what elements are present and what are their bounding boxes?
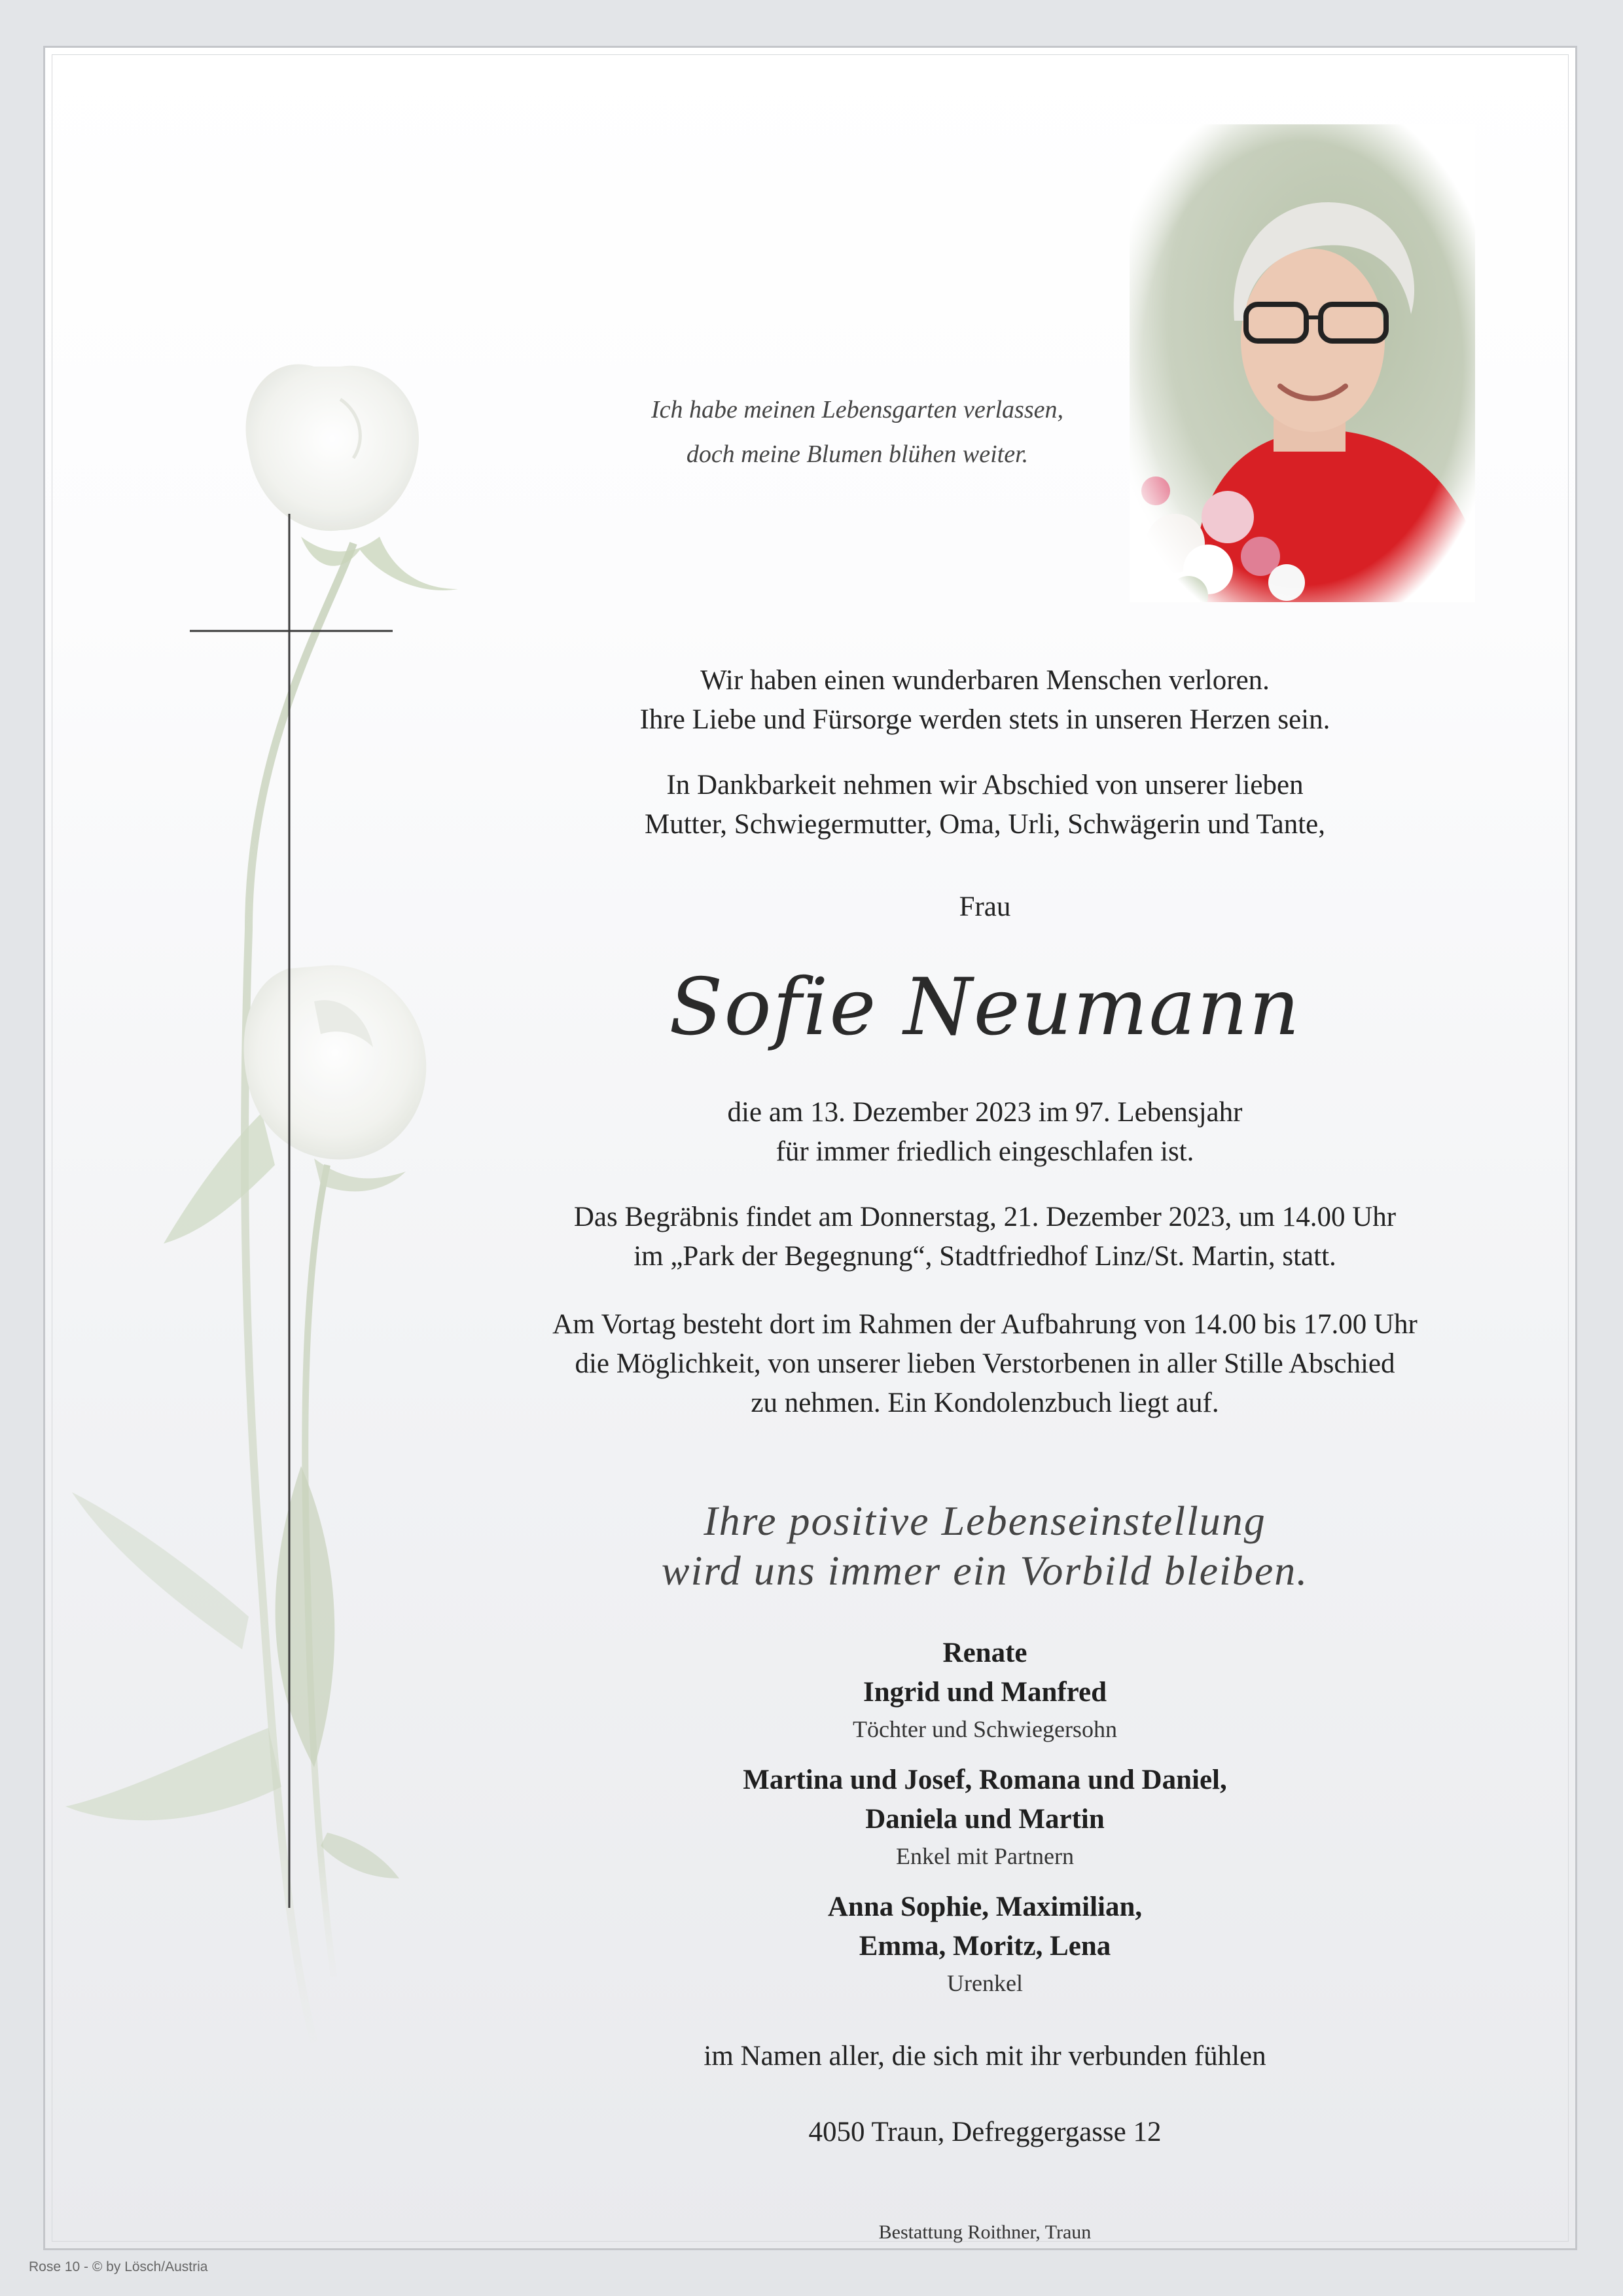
viewing-line: Am Vortag besteht dort im Rahmen der Aufbahrung von 14.00 bis 17.00 Uhr — [552, 1309, 1418, 1340]
intro-line: Ihre Liebe und Fürsorge werden stets in unseren Herzen sein. — [639, 704, 1330, 735]
mourners-group — [406, 1888, 1564, 2000]
rose-leaf — [65, 1728, 281, 1820]
rose-leaf — [72, 1492, 249, 1649]
portrait-photo — [1130, 124, 1475, 602]
funeral-info — [406, 1198, 1564, 1276]
opening-quote — [497, 387, 1217, 476]
intro-text — [406, 661, 1564, 740]
closing-quote — [406, 1496, 1564, 1596]
rose-leaf — [164, 1113, 275, 1244]
mourner-name: Renate — [942, 1638, 1027, 1668]
mourner-relation: Enkel mit Partnern — [896, 1843, 1074, 1869]
funeral-line: Das Begräbnis findet am Donnerstag, 21. Dezember 2023, um 14.00 Uhr — [573, 1202, 1397, 1232]
death-line: für immer friedlich eingeschlafen ist. — [776, 1136, 1194, 1167]
intro-line: Wir haben einen wunderbaren Menschen verloren. — [700, 665, 1270, 696]
closing-quote-line: wird uns immer ein Vorbild bleiben. — [661, 1547, 1309, 1594]
mourners-group — [406, 1634, 1564, 1746]
closing-quote-line: Ihre positive Lebenseinstellung — [704, 1498, 1266, 1544]
rose-leaf — [321, 1833, 399, 1878]
viewing-info — [406, 1305, 1564, 1423]
mourner-relation: Töchter und Schwiegersohn — [853, 1716, 1117, 1742]
mourner-name: Martina und Josef, Romana und Daniel, — [743, 1765, 1227, 1795]
mourner-relation: Urenkel — [947, 1970, 1023, 1996]
undertaker: Bestattung Roithner, Traun — [878, 2221, 1092, 2243]
rose-stem-upper — [245, 543, 353, 2042]
death-notice — [406, 1093, 1564, 1172]
mourner-name: Anna Sophie, Maximilian, — [827, 1892, 1143, 1922]
address: 4050 Traun, Defreggergasse 12 — [808, 2117, 1162, 2147]
salutation: Frau — [959, 891, 1011, 922]
mourner-name: Daniela und Martin — [865, 1804, 1105, 1835]
farewell-line: In Dankbarkeit nehmen wir Abschied von unserer lieben — [666, 770, 1304, 800]
rose-bloom-upper — [246, 365, 458, 590]
deceased-name: Sofie Neumann — [669, 962, 1301, 1053]
funeral-line: im „Park der Begegnung“, Stadtfriedhof Linz/St. Martin, statt. — [633, 1241, 1336, 1272]
viewing-line: die Möglichkeit, von unserer lieben Verstorbenen in aller Stille Abschied — [575, 1348, 1395, 1379]
death-line: die am 13. Dezember 2023 im 97. Lebensjahr — [727, 1097, 1243, 1128]
mourner-name: Ingrid und Manfred — [863, 1677, 1107, 1708]
opening-quote-line: doch meine Blumen blühen weiter. — [686, 440, 1029, 468]
viewing-line: zu nehmen. Ein Kondolenzbuch liegt auf. — [751, 1388, 1219, 1418]
mourner-name: Emma, Moritz, Lena — [859, 1931, 1111, 1962]
rose-leaf — [276, 1466, 335, 1767]
mourners-group — [406, 1761, 1564, 1873]
copyright-note: Rose 10 - © by Lösch/Austria — [29, 2259, 208, 2274]
on-behalf-line: im Namen aller, die sich mit ihr verbunden fühlen — [704, 2041, 1266, 2072]
opening-quote-line: Ich habe meinen Lebensgarten verlassen, — [651, 396, 1063, 423]
farewell-line: Mutter, Schwiegermutter, Oma, Urli, Schwägerin und Tante, — [644, 809, 1326, 840]
farewell-text — [406, 766, 1564, 844]
